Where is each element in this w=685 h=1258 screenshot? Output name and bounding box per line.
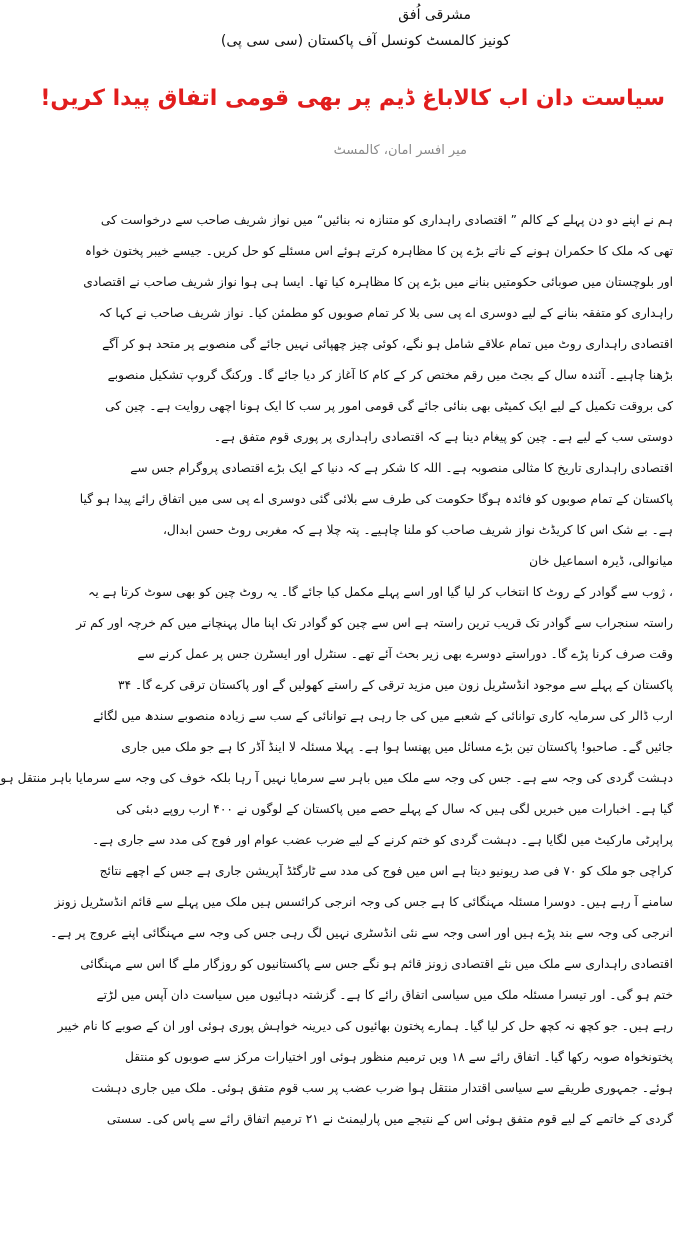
body-line: ہوئے۔ جمہوری طریقے سے سیاسی اقتدار منتقل ہوا ضرب عضب پر سب قوم متفق ہوئی۔ ملک میں جاری دہشت (91, 1081, 673, 1095)
article-body (0, 205, 673, 1135)
body-line: راستہ سنجراب سے گوادر تک قریب ترین راستہ ہے اس سے چین کو گوادر تک اپنا مال پہنچانے میں کم خرچہ اور کم تر (76, 616, 673, 630)
body-line: دوستی سب کے لیے ہے۔ چین کو پیغام دینا ہے کہ اقتصادی راہداری پر پوری قوم متفق ہے۔ (213, 430, 673, 444)
body-line: گردی کے خاتمے کے لیے قوم متفق ہوئی اس کے نتیجے میں پارلیمنٹ نے ۲۱ ترمیم اتفاق رائے سے پاس کی۔ سستی (106, 1112, 673, 1126)
body-line: سامنے آ رہے ہیں۔ دوسرا مسئلہ مہنگائی کا ہے جس کی وجہ انرجی کرائسس ہیں ملک میں پہلے سے قائم انڈسٹریل زونز (54, 895, 673, 909)
column-name: مشرقی اُفق (398, 7, 471, 23)
body-line: پختونخواہ صوبہ رکھا گیا۔ اتفاق رائے سے ۱۸ ویں ترمیم منظور ہوئی اور اختیارات مرکز سے صوبوں کو منتقل (124, 1050, 673, 1064)
body-line: ہم نے اپنے دو دن پہلے کے کالم ” اقتصادی راہداری کو متنازہ نہ بنائیں“ میں نواز شریف صاحب سے درخواست کی (100, 213, 673, 227)
body-line: پاکستان کے تمام صوبوں کو فائدہ ہوگا حکومت کی طرف سے بلائی گئی دوسری اے پی سی میں اتفاق رائے پیدا ہو گیا (79, 492, 673, 506)
body-line: میانوالی، ڈیرہ اسماعیل خان (529, 554, 673, 568)
body-line: وقت صرف کرنا پڑے گا۔ دوراستے دوسرے بھی زیر بحث آئے تھے۔ سنٹرل اور ایسٹرن جس پر عمل کرنے سے (137, 647, 673, 661)
article-header (156, 2, 685, 54)
body-line: راہداری کو متفقہ بنانے کے لیے دوسری اے پی سی بلا کر تمام صوبوں کو مطمئن کیا۔ نواز شریف صاحب نے کہا کہ (98, 306, 673, 320)
body-line: پراپرٹی مارکیٹ میں لگایا ہے۔ دہشت گردی کو ختم کرنے کے لیے ضرب عضب عوام اور فوج کی مدد سے جاری ہے۔ (92, 833, 673, 847)
body-line: بڑھنا چاہیے۔ آئندہ سال کے بجٹ میں رقم مختص کر کے کام کا آغاز کر دیا جائے گا۔ ورکنگ گروپ تشکیل منصوبے (107, 368, 673, 382)
body-line: انرجی کی وجہ سے بند پڑے ہیں اور اسی وجہ سے نئی انڈسٹری نہیں لگ رہی جس کی وجہ سے مہنگائی اپنے عروج پر ہے۔ (50, 926, 673, 940)
byline: میر افسر امان، کالمسٹ (333, 143, 467, 158)
body-line: گیا ہے۔ اخبارات میں خبریں لگی ہیں کہ سال کے پہلے حصے میں پاکستان کے لوگوں نے ۴۰۰ ارب روپے دبئی کی (116, 802, 673, 816)
body-line: تھی کہ ملک کا حکمران ہونے کے ناتے بڑے پن کا مظاہرہ کرتے ہوئے اس مسئلے کو حل کریں۔ جیسے خیبر پختون خواہ (84, 244, 673, 258)
body-line: اور بلوچستان میں صوبائی حکومتیں بنانے میں بڑے پن کا مظاہرہ کیا تھا۔ ایسا ہی ہوا نواز شریف صاحب نے اقتصادی (83, 275, 673, 289)
body-line: پاکستان کے پہلے سے موجود انڈسٹریل زون میں مزید ترقی کے راستے کھولیں گے اور پاکستان ترقی کرے گا۔ ۳۴ (118, 678, 673, 692)
body-line: ، ژوب سے گوادر کے روٹ کا انتخاب کر لیا گیا اور اسے پہلے مکمل کیا جائے گا۔ یہ روٹ چین کو بھی سوٹ کرتا ہے یہ (88, 585, 673, 599)
body-line: اقتصادی راہداری سے ملک میں نئے اقتصادی زونز قائم ہو نگے جس سے پاکستانیوں کو روزگار ملے گا اس سے مہنگائی (80, 957, 673, 971)
body-line: اقتصادی راہداری تاریخ کا مثالی منصوبہ ہے۔ اللہ کا شکر ہے کہ دنیا کے ایک بڑے اقتصادی پروگرام جس سے (130, 461, 673, 475)
body-line: کراچی جو ملک کو ۷۰ فی صد ریونیو دیتا ہے اس میں فوج کی مدد سے ٹارگٹڈ آپریشن جاری ہے جس کے اچھے نتائج (99, 864, 673, 878)
body-line: جائیں گے۔ صاحبو! پاکستان تین بڑے مسائل میں پھنسا ہوا ہے۔ پہلا مسئلہ لا اینڈ آڈر کا ہے جو ملک میں جاری (121, 740, 673, 754)
author-affiliation: کونیز کالمسٹ کونسل آف پاکستان (سی سی پی) (220, 33, 510, 49)
body-line: اقتصادی راہداری روٹ میں تمام علاقے شامل ہو نگے، کوئی چیز چھپائی نہیں جائے گی منصوبے پر متحد ہو کر آگے (102, 337, 673, 351)
headline: سیاست دان اب کالاباغ ڈیم پر بھی قومی اتفاق پیدا کریں! (40, 86, 665, 111)
body-line: ارب ڈالر کی سرمایہ کاری توانائی کے شعبے میں کی جا رہی ہے توانائی کے سب سے زیادہ منصوبے سندھ میں لگائے (92, 709, 673, 723)
body-line: رہے ہیں۔ جو کچھ نہ کچھ حل کر لیا گیا۔ ہمارے پختون بھائیوں کی دیرینہ خواہش پوری ہوئی اور ان کے صوبے کا نام خیبر (57, 1019, 673, 1033)
body-line: کی بروقت تکمیل کے لیے ایک کمیٹی بھی بنائی جائے گی قومی امور پر سب کا ایک ہونا اچھی روایت ہے۔ چین کی (105, 399, 673, 413)
body-line: دہشت گردی کی وجہ سے ہے۔ جس کی وجہ سے ملک میں باہر سے سرمایا نہیں آ رہا بلکہ خوف کی وجہ سے سرمایا باہر منتقل ہو (0, 771, 673, 785)
body-line: ہے۔ بے شک اس کا کریڈٹ نواز شریف صاحب کو ملنا چاہیے۔ پتہ چلا ہے کہ مغربی روٹ حسن ابدال، (163, 523, 673, 537)
body-line: ختم ہو گی۔ اور تیسرا مسئلہ ملک میں سیاسی اتفاق رائے کا ہے۔ گزشتہ دہائیوں میں سیاست دان آپس میں لڑتے (96, 988, 673, 1002)
